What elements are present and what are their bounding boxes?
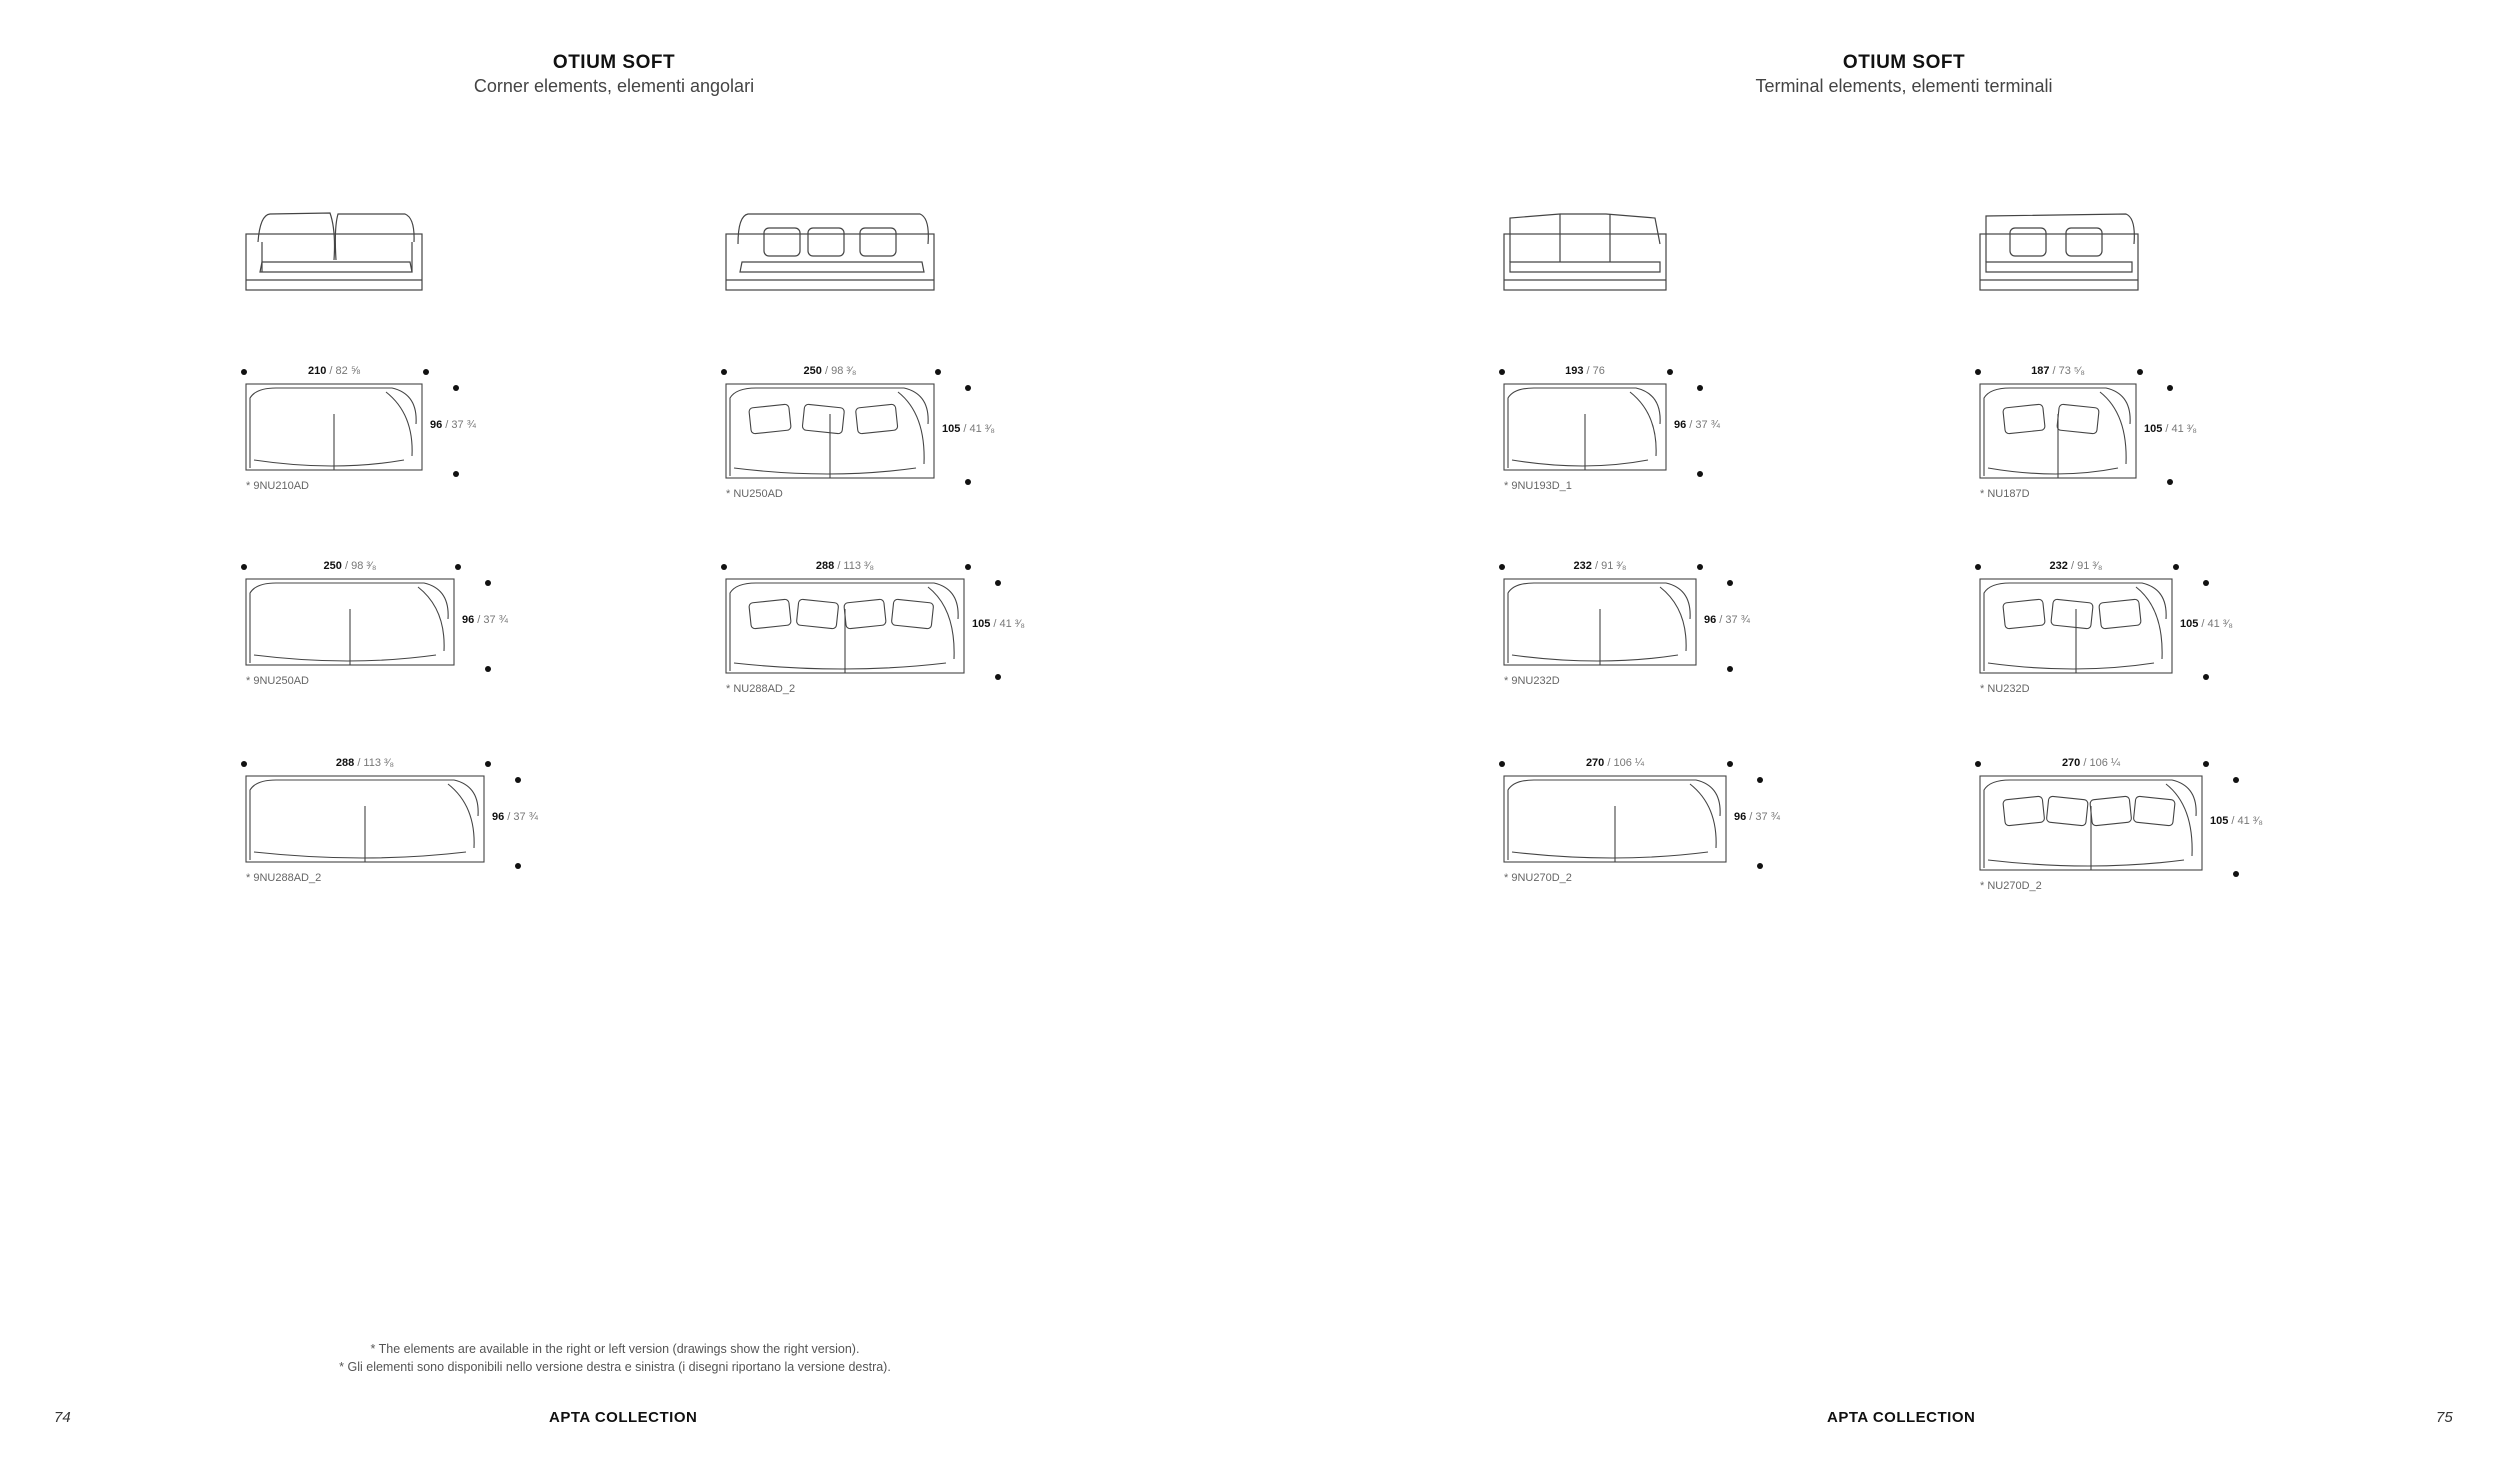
dimension-marker-dot: [1667, 369, 1673, 375]
sofa-armrest: [2166, 784, 2192, 856]
throw-cushion: [802, 404, 844, 434]
seat-front: [734, 468, 916, 474]
throw-cushion: [2046, 796, 2088, 826]
throw-cushion: [749, 404, 791, 434]
product-code: * NU232D: [1980, 683, 2030, 695]
depth-cm: 96: [492, 811, 505, 823]
dimension-marker-dot: [2203, 674, 2209, 680]
throw-cushion: [2090, 796, 2132, 826]
seat-front: [734, 663, 946, 669]
depth-inches: / 37 ¾: [1746, 811, 1780, 823]
sofa-plan-drawing: [236, 354, 542, 520]
seat-front: [1988, 468, 2118, 474]
dimension-marker-dot: [965, 385, 971, 391]
product-code: * 9NU232D: [1504, 675, 1560, 687]
dimension-marker-dot: [2233, 871, 2239, 877]
depth-dimension: [972, 618, 1025, 630]
width-inches: / 82 ⅝: [326, 365, 360, 377]
sofa-plan-drawing: [1494, 549, 1816, 715]
width-inches: / 106 ¼: [1604, 757, 1645, 769]
width-cm: 232: [1573, 560, 1592, 572]
dimension-marker-dot: [423, 369, 429, 375]
sofa-backrest: [730, 388, 928, 476]
width-dimension: [1980, 757, 2202, 769]
width-inches: / 76: [1583, 365, 1605, 377]
sofa-backrest: [730, 583, 958, 671]
sofa-plan-9: [1970, 549, 2292, 723]
seat-front: [1512, 852, 1708, 858]
seat-front: [254, 655, 436, 661]
right-page-title: OTIUM SOFT: [1842, 52, 1966, 73]
dimension-marker-dot: [965, 564, 971, 570]
depth-dimension: [1734, 811, 1780, 823]
depth-inches: / 41 ³⁄₈: [2198, 618, 2233, 630]
sofa-backrest: [250, 583, 448, 663]
seat-front: [1988, 663, 2154, 669]
throw-cushion: [891, 599, 933, 629]
sofa-plan-drawing: [1970, 354, 2256, 528]
product-code: * 9NU250AD: [246, 675, 309, 687]
seat-front: [254, 852, 466, 858]
depth-cm: 96: [1734, 811, 1747, 823]
width-dimension: [246, 365, 422, 377]
depth-inches: / 41 ³⁄₈: [960, 423, 995, 435]
collection-name-right: APTA COLLECTION: [1827, 1409, 1976, 1426]
depth-dimension: [1704, 614, 1750, 626]
throw-cushion: [855, 404, 897, 434]
throw-cushion: [2003, 404, 2045, 434]
depth-dimension: [1674, 419, 1720, 431]
depth-dimension: [942, 423, 995, 435]
width-dimension: [726, 560, 964, 572]
front-view-sofa-4: [1980, 214, 2138, 290]
depth-inches: / 41 ³⁄₈: [2228, 815, 2263, 827]
sofa-plan-drawing: [1494, 746, 1846, 912]
width-inches: / 91 ³⁄₈: [2067, 560, 2103, 572]
depth-dimension: [462, 614, 508, 626]
depth-dimension: [492, 811, 538, 823]
dimension-marker-dot: [1697, 385, 1703, 391]
depth-cm: 105: [2180, 618, 2199, 630]
sofa-armrest: [2100, 392, 2126, 464]
product-code: * NU250AD: [726, 488, 783, 500]
product-code: * 9NU210AD: [246, 480, 309, 492]
throw-cushion: [796, 599, 838, 629]
width-cm: 250: [323, 560, 342, 572]
sofa-plan-7: [1970, 354, 2256, 528]
width-dimension: [1980, 365, 2136, 377]
sofa-plan-4: [716, 549, 1084, 723]
sofa-plan-drawing: [236, 746, 604, 912]
sofa-plan-8: [1494, 549, 1816, 715]
sofa-armrest: [418, 587, 444, 651]
left-page-subtitle: Corner elements, elementi angolari: [473, 76, 755, 96]
throw-cushion: [2003, 599, 2045, 629]
sofa-plan-2: [716, 354, 1054, 528]
dimension-marker-dot: [1727, 761, 1733, 767]
dimension-marker-dot: [995, 580, 1001, 586]
depth-dimension: [2210, 815, 2263, 827]
width-dimension: [246, 560, 454, 572]
sofa-armrest: [1630, 392, 1656, 456]
sofa-plan-drawing: [1970, 549, 2292, 723]
sofa-backrest: [250, 780, 478, 860]
throw-cushion: [749, 599, 791, 629]
sofa-plan-11: [1970, 746, 2322, 920]
sofa-armrest: [448, 784, 474, 848]
left-page-title: OTIUM SOFT: [552, 52, 676, 73]
dimension-marker-dot: [2167, 479, 2173, 485]
dimension-marker-dot: [2167, 385, 2173, 391]
width-inches: / 113 ³⁄₈: [834, 560, 875, 572]
dimension-marker-dot: [2173, 564, 2179, 570]
dimension-marker-dot: [2137, 369, 2143, 375]
width-dimension: [1504, 757, 1726, 769]
dimension-marker-dot: [515, 777, 521, 783]
width-cm: 270: [2061, 757, 2081, 769]
dimension-marker-dot: [2233, 777, 2239, 783]
dimension-marker-dot: [453, 471, 459, 477]
dimension-marker-dot: [1697, 471, 1703, 477]
sofa-plan-5: [236, 746, 604, 912]
collection-name-left: APTA COLLECTION: [549, 1409, 698, 1426]
dimension-marker-dot: [2203, 761, 2209, 767]
dimension-marker-dot: [935, 369, 941, 375]
depth-inches: / 37 ¾: [1716, 614, 1750, 626]
depth-cm: 96: [1674, 419, 1687, 431]
width-dimension: [1504, 560, 1696, 572]
sofa-backrest: [1508, 780, 1720, 860]
width-cm: 270: [1585, 757, 1605, 769]
dimension-marker-dot: [1757, 863, 1763, 869]
product-code: * NU187D: [1980, 488, 2030, 500]
throw-cushion: [844, 599, 886, 629]
page-number-left: 74: [54, 1409, 71, 1426]
width-cm: 288: [335, 757, 355, 769]
width-inches: / 98 ³⁄₈: [341, 560, 377, 572]
depth-dimension: [430, 419, 476, 431]
seat-front: [1512, 460, 1648, 466]
sofa-plan-drawing: [1970, 746, 2322, 920]
dimension-marker-dot: [455, 564, 461, 570]
seat-front: [254, 460, 404, 466]
width-cm: 187: [2031, 365, 2050, 377]
sofa-armrest: [2136, 587, 2162, 659]
depth-dimension: [2144, 423, 2197, 435]
page-number-right: 75: [2436, 1409, 2453, 1426]
dimension-marker-dot: [965, 479, 971, 485]
dimension-marker-dot: [453, 385, 459, 391]
dimension-marker-dot: [485, 580, 491, 586]
front-view-sofa-3: [1504, 214, 1666, 290]
sofa-plan-6: [1494, 354, 1786, 520]
throw-cushion: [2133, 796, 2175, 826]
sofa-plan-1: [236, 354, 542, 520]
right-page-subtitle: Terminal elements, elementi terminali: [1755, 76, 2053, 96]
sofa-armrest: [1690, 784, 1716, 848]
product-code: * 9NU288AD_2: [246, 872, 322, 884]
front-view-sofa-2: [726, 214, 934, 290]
sofa-plan-drawing: [1494, 354, 1786, 520]
width-cm: 232: [2049, 560, 2068, 572]
sofa-backrest: [1508, 388, 1660, 468]
width-cm: 250: [803, 365, 822, 377]
product-code: * NU288AD_2: [726, 683, 796, 695]
depth-cm: 96: [430, 419, 443, 431]
width-dimension: [1504, 365, 1666, 377]
depth-cm: 105: [942, 423, 961, 435]
sofa-armrest: [898, 392, 924, 464]
sofa-plan-drawing: [236, 549, 574, 715]
depth-inches: / 41 ³⁄₈: [990, 618, 1025, 630]
throw-cushion: [2099, 599, 2141, 629]
depth-inches: / 37 ¾: [442, 419, 476, 431]
dimension-marker-dot: [995, 674, 1001, 680]
sofa-armrest: [1660, 587, 1686, 651]
sofa-backrest: [250, 388, 416, 468]
throw-cushion: [2057, 404, 2099, 434]
depth-cm: 96: [1704, 614, 1717, 626]
dimension-marker-dot: [515, 863, 521, 869]
throw-cushion: [2003, 796, 2045, 826]
depth-inches: / 37 ¾: [1686, 419, 1720, 431]
depth-inches: / 37 ¾: [504, 811, 538, 823]
width-dimension: [726, 365, 934, 377]
product-code: * 9NU193D_1: [1504, 480, 1572, 492]
dimension-marker-dot: [2203, 580, 2209, 586]
front-view-drawings: [0, 0, 2500, 320]
width-inches: / 73 ⁵⁄₈: [2049, 365, 2085, 377]
throw-cushion: [2051, 599, 2093, 629]
footnote-english: * The elements are available in the right or left version (drawings show the right version).: [370, 1342, 860, 1356]
dimension-marker-dot: [1757, 777, 1763, 783]
width-cm: 193: [1565, 365, 1584, 377]
sofa-plan-drawing: [716, 354, 1054, 528]
sofa-backrest: [1508, 583, 1690, 663]
depth-dimension: [2180, 618, 2233, 630]
width-cm: 210: [308, 365, 327, 377]
depth-inches: / 41 ³⁄₈: [2162, 423, 2197, 435]
width-inches: / 91 ³⁄₈: [1591, 560, 1627, 572]
sofa-armrest: [386, 392, 412, 456]
width-dimension: [246, 757, 484, 769]
depth-inches: / 37 ¾: [474, 614, 508, 626]
footnote-italian: * Gli elementi sono disponibili nello versione destra e sinistra (i disegni riportano la versione destra).: [339, 1360, 891, 1374]
sofa-plan-drawing: [716, 549, 1084, 723]
width-cm: 288: [815, 560, 835, 572]
width-inches: / 106 ¼: [2080, 757, 2121, 769]
product-code: * NU270D_2: [1980, 880, 2042, 892]
seat-front: [1988, 860, 2184, 866]
front-view-sofa-1: [246, 213, 422, 290]
product-code: * 9NU270D_2: [1504, 872, 1572, 884]
dimension-marker-dot: [1727, 666, 1733, 672]
depth-cm: 96: [462, 614, 475, 626]
width-inches: / 113 ³⁄₈: [354, 757, 395, 769]
depth-cm: 105: [2210, 815, 2229, 827]
width-dimension: [1980, 560, 2172, 572]
width-inches: / 98 ³⁄₈: [821, 365, 857, 377]
sofa-backrest: [1984, 780, 2196, 868]
sofa-plan-3: [236, 549, 574, 715]
seat-front: [1512, 655, 1678, 661]
depth-cm: 105: [972, 618, 991, 630]
depth-cm: 105: [2144, 423, 2163, 435]
sofa-plan-10: [1494, 746, 1846, 912]
dimension-marker-dot: [1697, 564, 1703, 570]
dimension-marker-dot: [485, 666, 491, 672]
dimension-marker-dot: [1727, 580, 1733, 586]
dimension-marker-dot: [485, 761, 491, 767]
